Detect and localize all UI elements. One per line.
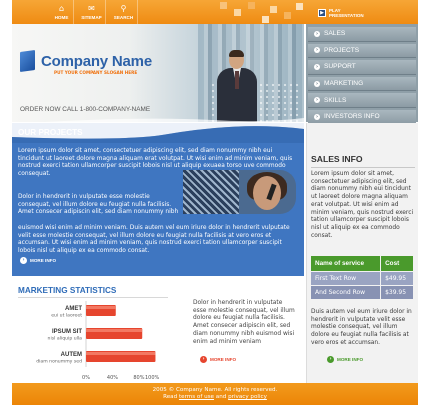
tick-label: 100%: [145, 375, 160, 381]
top-bar: [12, 0, 418, 24]
top-nav-sitemap[interactable]: [78, 0, 106, 24]
play-label-line1: PLAY: [329, 8, 341, 13]
more-info-label: MORE INFO: [337, 357, 364, 362]
projects-paragraph-2: Dolor in hendrerit in vulputate esse molestie consequat, vel illum dolore eu feugiat nulla facilisis. Amet consecer adipiscin elit, sed diam nonummy nibh: [18, 194, 179, 216]
marketing-section: [12, 277, 304, 383]
category-label: IPSUM SIT: [51, 329, 82, 335]
top-nav-home-label: HOME: [54, 15, 69, 20]
arrow-right-icon: ›: [315, 63, 319, 70]
menu-item-label: INVESTORS INFO: [324, 113, 380, 121]
copyright-text: 2005 © Company Name. All rights reserved.: [152, 387, 278, 393]
more-info-label: MORE INFO: [30, 258, 57, 263]
arrow-right-icon: ›: [315, 113, 319, 120]
privacy-policy-link[interactable]: privacy policy: [228, 394, 267, 400]
table-row: [311, 272, 413, 285]
menu-item-label: SKILLS: [324, 96, 347, 104]
terms-of-use-link[interactable]: terms of use: [178, 394, 215, 400]
category-label: AUTEM: [60, 352, 82, 358]
marketing-paragraph: Dolor in hendrerit in vulputate esse molestie consequat, vel illum dolore eu feugiat nulla facilisis. Amet consecer adipiscin elit, sed diam nonummy nibh euismod wisi enim ad minim veniam: [193, 300, 295, 345]
tick-label: 0%: [82, 375, 90, 381]
menu-item-label: MARKETING: [324, 80, 364, 88]
projects-paragraph-1: Lorem ipsum dolor sit amet, consectetuer adipiscing elit, sed diam nonummy nibh eui tincidunt ut laoreet dolore magna aliquam erat volutpat. Ut wisi enim ad minim veniam, quis nostrud exerci tation ullamcorper suscipit lobois nisl ut aliquip exuaea torso uve commodo consequat.: [18, 148, 293, 178]
table-cell-cost: $49.95: [381, 272, 413, 285]
divider: [18, 297, 168, 298]
marketing-bar-chart: [12, 299, 174, 383]
arrow-right-icon: ›: [315, 80, 319, 87]
service-price-table: [310, 255, 414, 300]
category-label: AMET: [65, 306, 82, 312]
header-wave: [12, 116, 304, 122]
tick-label: 40%: [106, 375, 119, 381]
more-info-label: MORE INFO: [210, 357, 237, 362]
table-cell-service: First Text Row: [311, 272, 380, 285]
play-label-line2: PRESENTATION: [329, 13, 364, 18]
menu-item-support[interactable]: [308, 60, 416, 75]
table-cell-service: And Second Row: [311, 286, 380, 299]
table-header-row: [311, 256, 413, 271]
top-nav: [50, 0, 142, 24]
bar-highlight: [86, 306, 116, 309]
sales-title: SALES INFO: [311, 154, 363, 164]
sales-more-info-button[interactable]: [327, 356, 363, 363]
top-nav-search[interactable]: [110, 0, 138, 24]
logo-icon: [20, 50, 35, 72]
sales-paragraph-2: Duis autem vel eum iriure dolor in hendrerit in vulputate velit esse molestie consequat, vel illum dolore eu feugiat nulla facilisis at vero eros et accumsan.: [311, 309, 412, 346]
play-icon: ▶: [318, 9, 326, 17]
arrow-right-icon: ›: [315, 97, 319, 104]
footer-and-label: and: [215, 394, 227, 400]
column-header-cost: Cost: [381, 256, 413, 271]
menu-item-projects[interactable]: [308, 44, 416, 59]
page: [12, 0, 418, 405]
sales-paragraph-1: Lorem ipsum dolor sit amet, consectetuer adipiscing elit, sed diam nonummy nibh eui tincidunt ut laoreet dolore magna aliquam erat volutpat. Ut wisi enim ad minim veniam, quis nostrud exerci tation ullamcorper suscipit lobois nisl ut aliquip ex ea commodo consat.: [311, 171, 414, 239]
projects-photo: [183, 170, 296, 214]
top-nav-home[interactable]: [50, 0, 74, 24]
projects-more-info-button[interactable]: [20, 257, 56, 264]
projects-section: [12, 123, 304, 276]
category-sublabel: eui ut laoreet: [51, 313, 82, 319]
main-menu: [306, 24, 418, 122]
company-logo[interactable]: [20, 51, 152, 71]
table-row: [311, 286, 413, 299]
bar-highlight: [86, 329, 142, 332]
category-sublabel: diam nonummy sed: [36, 359, 82, 365]
tick-label: 80%: [133, 375, 145, 381]
photo-building: [183, 170, 239, 214]
decorative-squares: [208, 0, 306, 24]
menu-item-label: PROJECTS: [324, 46, 360, 54]
footer: [12, 383, 418, 405]
header-banner: [12, 24, 304, 122]
marketing-more-info-button[interactable]: [200, 356, 236, 363]
category-sublabel: nisl aliquip ulla: [47, 336, 82, 342]
arrow-right-icon: ›: [20, 257, 27, 264]
table-cell-cost: $39.95: [381, 286, 413, 299]
footer-read-label: Read: [163, 394, 178, 400]
divider: [311, 167, 415, 168]
arrow-right-icon: ›: [315, 47, 319, 54]
arrow-right-icon: ›: [315, 30, 319, 37]
order-phone-line: ORDER NOW CALL 1-800-COMPANY-NAME: [20, 106, 151, 113]
menu-item-skills[interactable]: [308, 93, 416, 108]
menu-item-sales[interactable]: [308, 27, 416, 42]
projects-title: OUR PROJECTS: [18, 128, 83, 137]
search-icon: ⚲: [120, 4, 127, 13]
menu-item-label: SUPPORT: [324, 63, 356, 71]
photo-face: [253, 176, 281, 210]
bar-highlight: [86, 352, 155, 355]
footer-links: [12, 394, 418, 400]
sales-info-sidebar: [306, 123, 418, 383]
menu-item-label: SALES: [324, 30, 346, 38]
menu-item-marketing[interactable]: [308, 77, 416, 92]
play-presentation-button[interactable]: [318, 8, 364, 18]
play-presentation-label: [329, 8, 364, 18]
arrow-right-icon: ›: [327, 356, 334, 363]
projects-paragraph-3: euismod wisi enim ad minim veniam. Duis autem vel eum iriure dolor in hendrerit vulputate velit esse molestie consequat, vel illum dolore eu feugiat nulla facilisis at vero eros et accumsan. Ut wisi enim ad minim veniam, quis nostrud exerci tation ullamcorper suscipit lobois nisl ut aliquip ex ea commodo consat.: [18, 225, 290, 255]
home-icon: ⌂: [58, 4, 65, 13]
businessman-photo: [217, 51, 257, 122]
person-tie: [235, 71, 239, 89]
arrow-right-icon: ›: [200, 356, 207, 363]
company-name: Company Name: [41, 52, 152, 70]
top-nav-sitemap-label: SITEMAP: [81, 15, 102, 20]
column-header-service: Name of service: [311, 256, 380, 271]
person-hair: [229, 50, 244, 57]
marketing-title: MARKETING STATISTICS: [18, 286, 117, 295]
top-nav-search-label: SEARCH: [113, 15, 134, 20]
company-slogan: PUT YOUR COMPANY SLOGAN HERE: [54, 70, 138, 75]
sitemap-icon: ✉: [88, 4, 95, 13]
